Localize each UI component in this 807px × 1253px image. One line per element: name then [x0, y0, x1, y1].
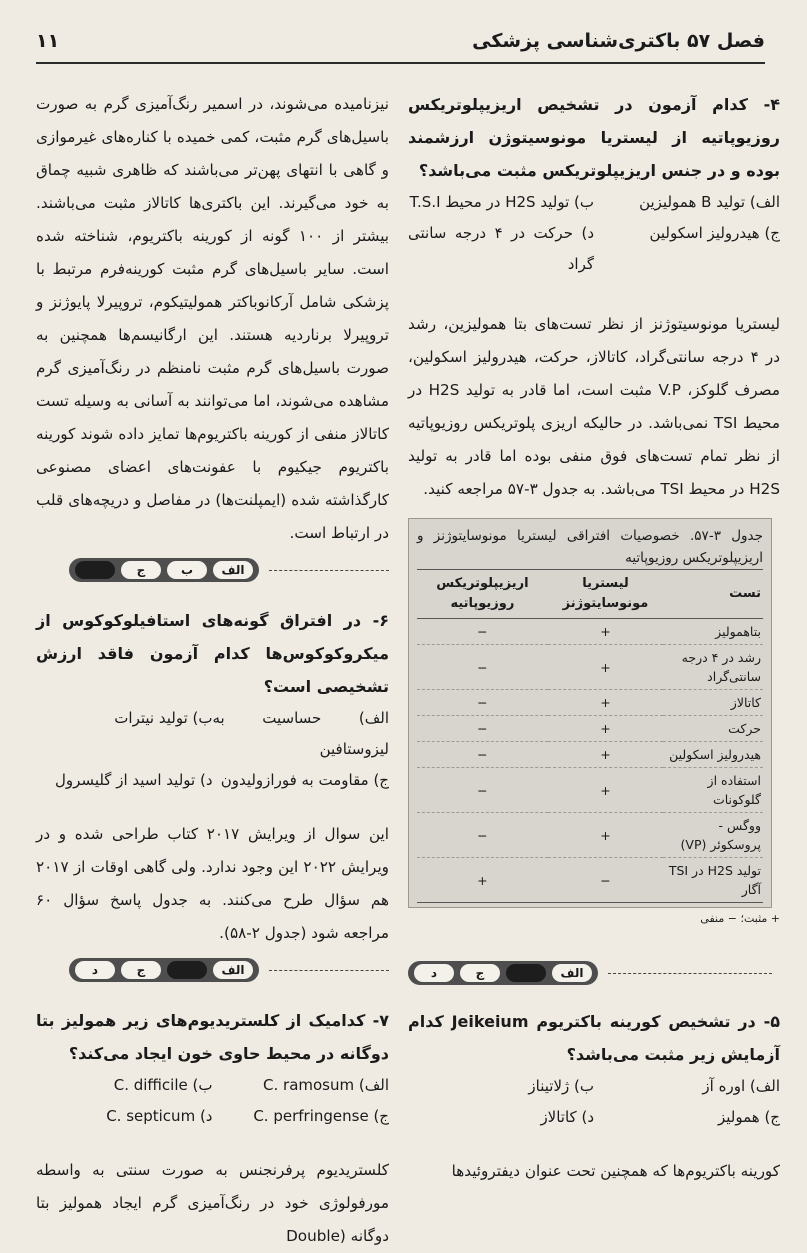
option-c: ج) همولیز: [717, 1108, 780, 1126]
question-4-explanation: لیستریا مونوسیتوژنز از نظر تست‌های بتا همولیزین، رشد در ۴ درجه سانتی‌گراد، کاتالاز، حرکت، هیدرولیز اسکولین، مصرف گلوکز، V.P مثبت است، اما قادر به تولید H2S در محیط TSI نمی‌باشد. در حالیکه اریزی پلوتریکس روزیوپاتیه از نظر تمام تست‌های فوق منفی بوده اما قادر به تولید H2S در محیط TSI می‌باشد. به جدول ۳-۵۷ مراجعه کنید.: [408, 315, 780, 498]
answer-choice: د: [414, 964, 454, 982]
table-row: ووگس - پروسکوئر (VP) + −: [417, 813, 763, 858]
option-a: الف) تولید B همولیزین: [639, 193, 780, 211]
option-b: ب) تولید نیترات: [114, 709, 213, 727]
answer-choice: الف: [213, 561, 253, 579]
table-row: بتاهمولیز + −: [417, 619, 763, 645]
table-57-3: [408, 518, 772, 908]
option-b: ب) ژلاتیناز: [528, 1077, 594, 1095]
answer-choice-selected: ب: [167, 961, 207, 979]
option-d: د) C. septicum: [106, 1107, 213, 1125]
column-header: اریزیپلوتریکس روزیوپاتیه: [417, 570, 548, 619]
answer-key-4: [408, 961, 780, 987]
question-6-options: [36, 703, 389, 796]
option-c: ج) هیدرولیز اسکولین: [649, 224, 780, 242]
question-6-text: در افتراق گونه‌های استافیلوکوکوس از میکروکوکوس‌ها کدام آزمون فاقد ارزش تشخیصی است؟: [36, 611, 389, 696]
answer-choice: ج: [121, 961, 161, 979]
table-row: کاتالاز + −: [417, 690, 763, 716]
answer-choice-selected: د: [75, 561, 115, 579]
table-row: تولید H2S در TSI آگار − +: [417, 858, 763, 903]
question-5-text: در تشخیص کورینه باکتریوم Jeikeium کدام آزمایش زیر مثبت می‌باشد؟: [408, 1012, 780, 1064]
option-c: ج) مقاومت به فورازولیدون: [220, 771, 389, 789]
question-5: ۵- در تشخیص کورینه باکتریوم Jeikeium کدام آزمایش زیر مثبت می‌باشد؟: [408, 1012, 780, 1064]
right-column: [408, 88, 780, 1188]
answer-choice: ب: [167, 561, 207, 579]
table-row: رشد در ۴ درجه سانتی‌گراد + −: [417, 645, 763, 690]
question-7-text: کدامیک از کلستریدیوم‌های زیر همولیز بتا دوگانه در محیط حاوی خون ایجاد می‌کند؟: [36, 1011, 389, 1063]
answer-choice: ج: [460, 964, 500, 982]
chapter-title: فصل ۵۷ باکتری‌شناسی پزشکی: [472, 30, 765, 52]
option-d: د) تولید اسید از گلیسرول: [55, 771, 213, 789]
option-b: ب) تولید H2S در محیط T.S.I: [409, 193, 594, 211]
column-header: تست: [663, 570, 763, 619]
table-caption: جدول ۳-۵۷. خصوصیات افتراقی لیستریا مونوسایتوژنز و اریزیپلوتریکس روزیوپاتیه: [417, 528, 763, 566]
answer-choice: د: [75, 961, 115, 979]
table-row: حرکت + −: [417, 716, 763, 742]
divider: [269, 570, 389, 571]
question-5-explanation: کورینه باکتریوم‌ها که همچنین تحت عنوان دیفتروئیدها: [451, 1162, 780, 1180]
question-5-options: [408, 1071, 780, 1133]
table-note: + مثبت؛ − منفی: [700, 912, 780, 925]
option-d: د) کاتالاز: [540, 1108, 594, 1126]
question-6: ۶- در افتراق گونه‌های استافیلوکوکوس از میکروکوکوس‌ها کدام آزمون فاقد ارزش تشخیصی است؟: [36, 611, 389, 696]
question-4-options: [408, 187, 780, 280]
table-row: استفاده از گلوکونات + −: [417, 768, 763, 813]
divider: [608, 973, 772, 974]
question-6-explanation: این سوال از ویرایش ۲۰۱۷ کتاب طراحی شده و در ویرایش ۲۰۲۲ این وجود ندارد. ولی گاهی اوقات از ۲۰۱۷ هم سؤال طرح می‌کنند. به جدول پاسخ سؤال ۶۰ مراجعه شود (جدول ۲-۵۸).: [36, 825, 390, 942]
option-c: ج) C. perfringense: [253, 1107, 389, 1125]
question-7: ۷- کدامیک از کلستریدیوم‌های زیر همولیز بتا دوگانه در محیط حاوی خون ایجاد می‌کند؟: [36, 1011, 389, 1063]
question-4: ۴- کدام آزمون در تشخیص اریزیپلوتریکس روزیوپاتیه از لیستریا مونوسیتوژن ارزشمند بوده و در جنس اریزیپلوتریکس مثبت می‌باشد؟: [408, 95, 781, 180]
intro-paragraph: نیزنامیده می‌شوند، در اسمیر رنگ‌آمیزی گرم به صورت باسیل‌های گرم مثبت، کمی خمیده با کناره‌های غیرموازی و گاهی با انتهای پهن‌تر می‌باشند که ظاهری شبیه چماق به خود می‌گیرند. این باکتری‌ها کاتالاز مثبت می‌باشند. بیشتر از ۱۰۰ گونه از کورینه باکتریوم، شناخته شده است. سایر باسیل‌های گرم مثبت کورینه‌فرم مرتبط با پزشکی شامل آرکانوباکتر همولیتیکوم، تروپیرلا پایوژنز و تروپیرلا برناردیه هستند. این ارگانیسم‌ها همچنین به صورت باسیل‌های گرم مثبت نامنظم در رنگ‌آمیزی گرم مشاهده می‌شوند، اما می‌توانند به آسانی به وسیله تست کاتالاز منفی از کورینه باکتریوم‌ها تمایز داده شوند کورینه باکتریوم جیکیوم با عفونت‌های اعضای مصنوعی کارگذاشته شده (ایمپلنت‌ها) در مفاصل و دریچه‌های قلب در ارتباط است.: [36, 95, 390, 542]
column-header: لیستریا مونوسایتوژنز: [548, 570, 663, 619]
answer-choice: الف: [213, 961, 253, 979]
answer-choice-selected: ب: [506, 964, 546, 982]
answer-choice: الف: [552, 964, 592, 982]
option-d: د) حرکت در ۴ درجه سانتی گراد: [408, 224, 594, 273]
question-4-text: کدام آزمون در تشخیص اریزیپلوتریکس روزیوپاتیه از لیستریا مونوسیتوژن ارزشمند بوده و در جنس اریزیپلوتریکس مثبت می‌باشد؟: [408, 95, 780, 180]
option-b: ب) C. difficile: [113, 1076, 213, 1094]
answer-key-6: [36, 958, 389, 984]
left-column: [36, 88, 389, 1253]
option-a: الف) حساسیت به لیزوستافین: [212, 709, 389, 758]
page-number: ۱۱: [36, 30, 60, 52]
question-7-explanation: کلستریدیوم پرفرنجنس به صورت سنتی به واسطه مورفولوژی خود در رنگ‌آمیزی گرم ایجاد همولیز بتا دوگانه (Double: [36, 1161, 389, 1245]
answer-choice: ج: [121, 561, 161, 579]
option-a: الف) اوره آز: [702, 1077, 780, 1095]
question-7-options: [36, 1070, 389, 1132]
divider: [269, 970, 389, 971]
comparison-table: [417, 569, 763, 903]
answer-key-3: [36, 558, 389, 584]
page-header: [36, 28, 765, 64]
option-a: الف) C. ramosum: [263, 1076, 389, 1094]
table-row: هیدرولیز اسکولین + −: [417, 742, 763, 768]
